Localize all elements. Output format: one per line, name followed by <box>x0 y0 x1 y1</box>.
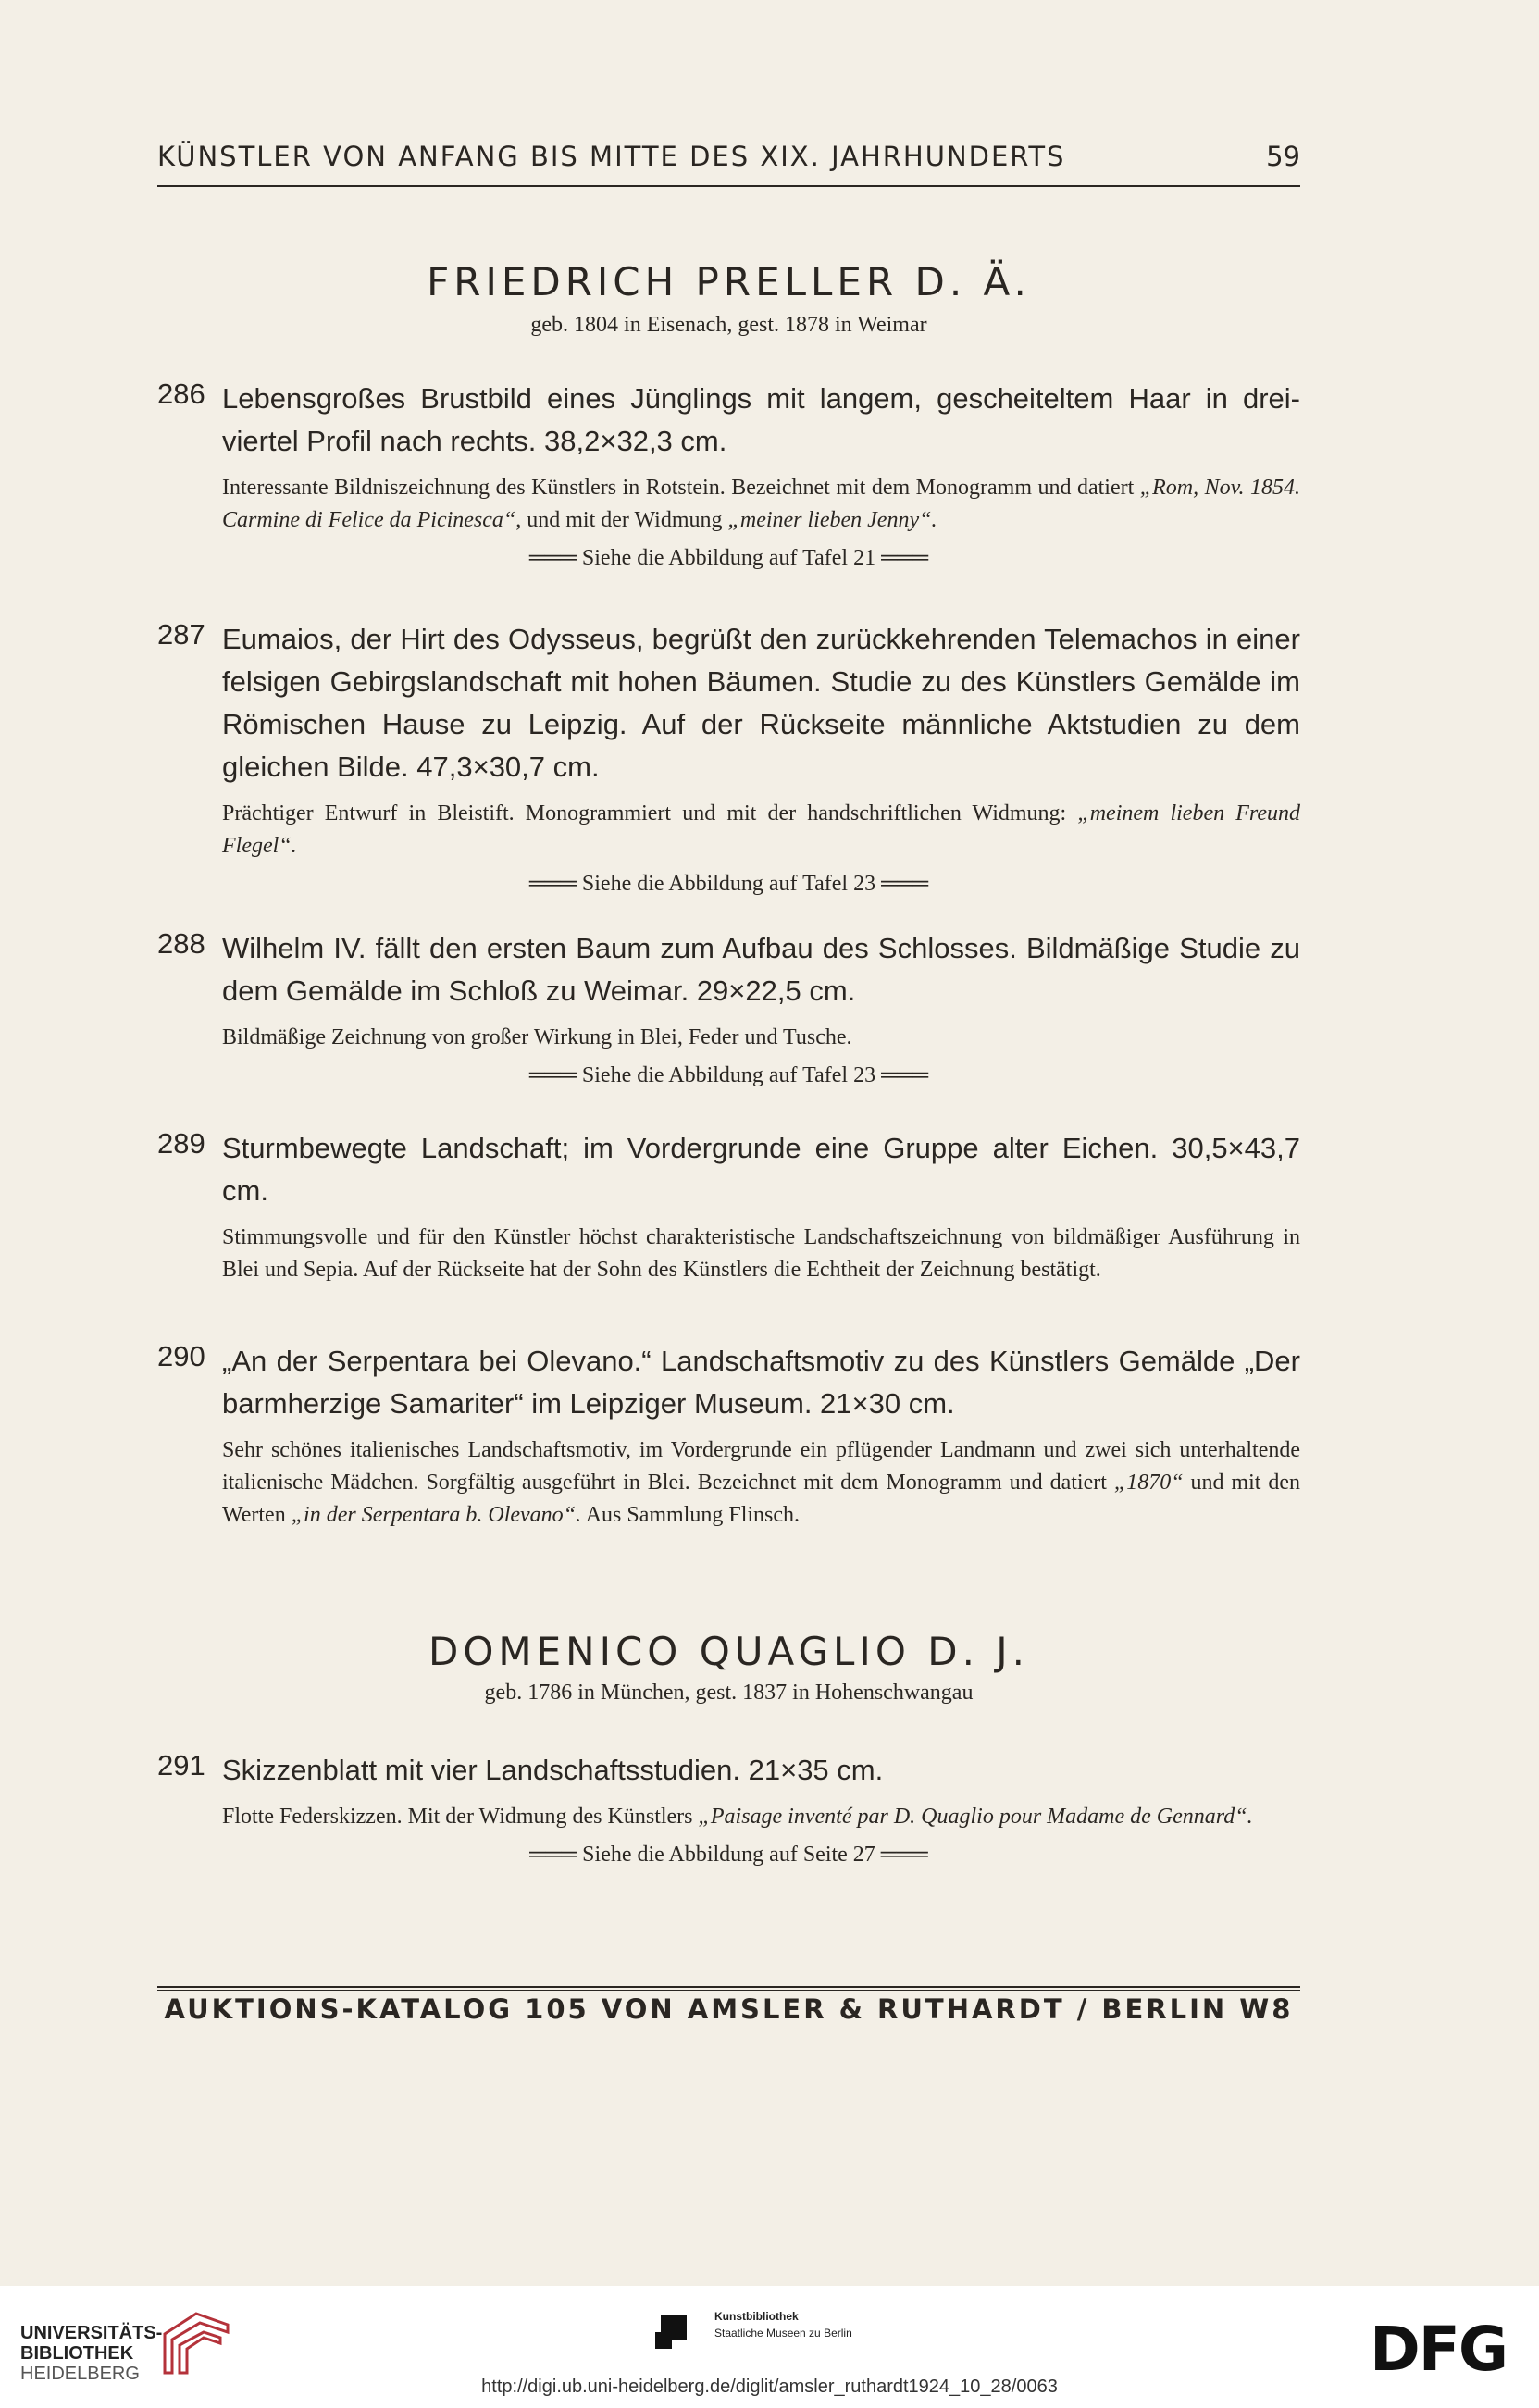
running-title: KÜNSTLER VON ANFANG BIS MITTE DES XIX. JAHRHUNDERTS <box>157 141 1066 172</box>
page-number: 59 <box>1266 141 1300 172</box>
plate-reference: ═══ Siehe die Abbildung auf Tafel 23 ═══ <box>528 1063 929 1087</box>
catalog-entry <box>157 1127 1300 1286</box>
plate-reference: ═══ Siehe die Abbildung auf Seite 27 ═══ <box>529 1843 928 1867</box>
lot-note: Interessante Bildniszeichnung des Künstlers in Rotstein. Bezeichnet mit dem Monogramm und datiert „Rom, Nov. 1854. Carmine di Felice da Picinesca“, und mit der Widmung „meiner lieben Jenny“. <box>222 476 1300 532</box>
footer-rule-thin <box>157 1990 1300 1991</box>
catalog-entry <box>157 1749 1300 1868</box>
permalink-url[interactable]: http://digi.ub.uni-heidelberg.de/diglit/amsler_ruthardt1924_10_28/0063 <box>481 2377 1058 2397</box>
lot-title: „An der Serpentara bei Olevano.“ Landschaftsmotiv zu des Künstlers Gemälde „Der barmherzige Samariter“ im Leipziger Museum. 21×30 cm. <box>222 1345 1300 1420</box>
lot-note: Stimmungsvolle und für den Künstler höchst charakteristische Landschaftszeichnung von bildmäßiger Ausführung in Blei und Sepia. Auf der Rückseite hat der Sohn des Künstlers die Echtheit der Zeichnung bestätigt. <box>222 1225 1300 1282</box>
artist-life-dates: geb. 1786 in München, gest. 1837 in Hohenschwangau <box>484 1681 974 1705</box>
lot-number: 286 <box>157 378 205 410</box>
lot-note: Prächtiger Entwurf in Bleistift. Monogrammiert und mit der handschriftlichen Widmung: „meinem lieben Freund Flegel“. <box>222 801 1300 858</box>
catalog-entry <box>157 378 1300 571</box>
heidelberg-library-logo[interactable]: UNIVERSITÄTS- BIBLIOTHEK HEIDELBERG <box>20 2323 163 2384</box>
catalog-entry <box>157 927 1300 1088</box>
lot-note: Flotte Federskizzen. Mit der Widmung des Künstlers „Paisage inventé par D. Quaglio pour Madame de Gennard“. <box>222 1805 1253 1829</box>
lot-number: 291 <box>157 1749 205 1781</box>
artist-heading: DOMENICO QUAGLIO D. J. <box>428 1629 1030 1674</box>
artist-life-dates: geb. 1804 in Eisenach, gest. 1878 in Weimar <box>530 313 927 337</box>
lot-note: Sehr schönes italienisches Landschaftsmotiv, im Vordergrunde ein pflügender Landmann und zwei sich unterhaltende italienische Mädchen. Sorgfältig ausgeführt in Blei. Bezeichnet mit dem Monogramm und datiert „1870“ und mit den Werten „in der Serpentara b. Olevano“. Aus Sammlung Flinsch. <box>222 1438 1301 1527</box>
lot-number: 289 <box>157 1127 205 1160</box>
header-rule <box>157 185 1300 187</box>
lot-number: 290 <box>157 1340 205 1372</box>
lot-title: Wilhelm IV. fällt den ersten Baum zum Aufbau des Schlosses. Bildmäßige Studie zu dem Gemälde im Schloß zu Weimar. 29×22,5 cm. <box>222 932 1300 1007</box>
catalog-entry <box>157 618 1300 897</box>
lot-title: Eumaios, der Hirt des Odysseus, begrüßt den zurückkehrenden Telemachos in einer felsigen Gebirgslandschaft mit hohen Bäumen. Studie zu des Künstlers Gemälde im Römischen Hause zu Leipzig. Auf der Rückseite männliche Aktstudien zu dem gleichen Bilde. 47,3×30,7 cm. <box>222 623 1300 783</box>
lot-number: 287 <box>157 618 205 651</box>
catalog-entry <box>157 1340 1300 1532</box>
dfg-logo[interactable]: DFG <box>1370 2314 1508 2385</box>
catalog-footer: AUKTIONS-KATALOG 105 VON AMSLER & RUTHARDT / BERLIN W8 <box>164 1993 1294 2025</box>
lot-title: Skizzenblatt mit vier Landschaftsstudien. 21×35 cm. <box>222 1754 884 1786</box>
lot-note: Bildmäßige Zeichnung von großer Wirkung in Blei, Feder und Tusche. <box>222 1025 852 1049</box>
lot-number: 288 <box>157 927 205 960</box>
kunstbibliothek-logo-icon[interactable] <box>653 2312 692 2351</box>
lot-title: Sturmbewegte Landschaft; im Vordergrunde eine Gruppe alter Eichen. 30,5×43,7 cm. <box>222 1132 1300 1207</box>
lot-title: Lebensgroßes Brustbild eines Jünglings mit langem, gescheiteltem Haar in dreiviertel Profil nach rechts. 38,2×32,3 cm. <box>222 382 1300 457</box>
artist-heading: FRIEDRICH PRELLER D. Ä. <box>427 259 1031 304</box>
kunstbibliothek-label: Kunstbibliothek Staatliche Museen zu Berlin <box>714 2310 852 2340</box>
plate-reference: ═══ Siehe die Abbildung auf Tafel 23 ═══ <box>528 872 929 896</box>
plate-reference: ═══ Siehe die Abbildung auf Tafel 21 ═══ <box>528 546 929 570</box>
library-emblem-icon <box>159 2308 233 2378</box>
footer-rule <box>157 1986 1300 1988</box>
running-header <box>157 141 1300 172</box>
